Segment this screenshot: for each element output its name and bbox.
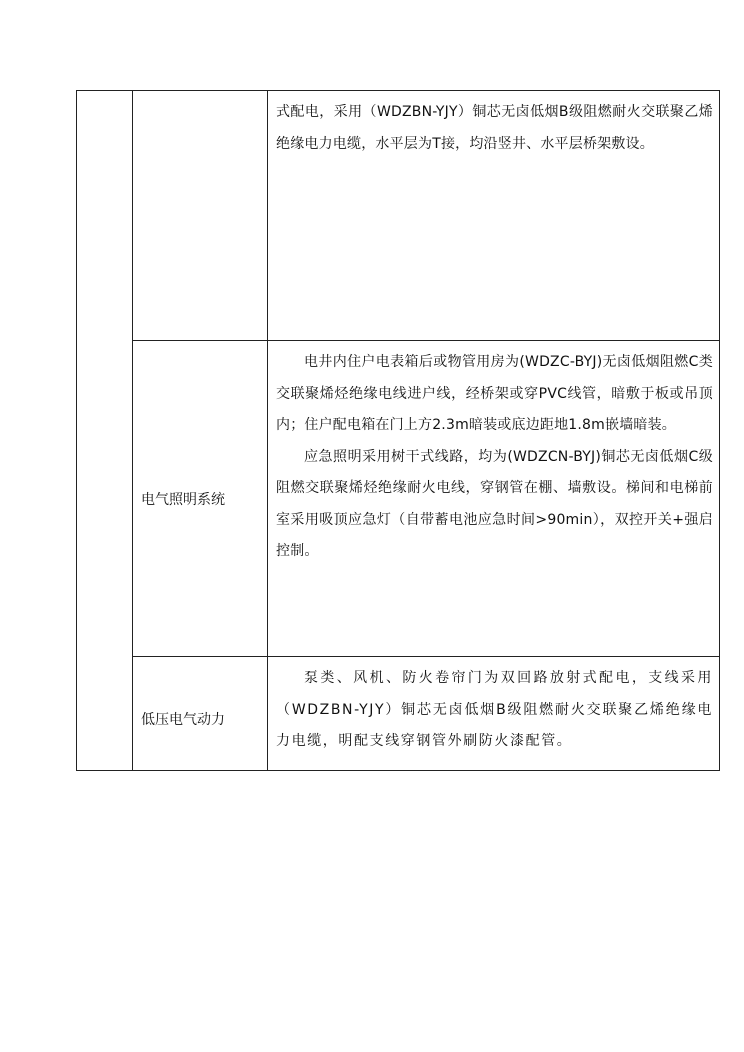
description-paragraph: 式配电，采用（WDZBN-YJY）铜芯无卤低烟B级阻燃耐火交联聚乙烯绝缘电力电缆，水平层为T接，均沿竖井、水平层桥架敷设。 (276, 104, 713, 152)
description-paragraph: 应急照明采用树干式线路，均为(WDZCN-BYJ)铜芯无卤低烟C级阻燃交联聚烯烃绝缘耐火电线，穿钢管在棚、墙敷设。梯间和电梯前室采用吸顶应急灯（自带蓄电池应急时间>90min），双控开关+强启控制。 (276, 448, 713, 559)
category-cell (133, 91, 268, 341)
merged-left-cell (77, 91, 133, 771)
description-paragraph: 泵类、风机、防火卷帘门为双回路放射式配电，支线采用（WDZBN-YJY）铜芯无卤低烟B级阻燃耐火交联聚乙烯绝缘电力电缆，明配支线穿钢管外刷防火漆配管。 (276, 670, 713, 749)
category-cell (133, 341, 268, 657)
specification-table (76, 90, 720, 771)
description-paragraph: 电井内住户电表箱后或物管用房为(WDZC-BYJ)无卤低烟阻燃C类交联聚烯烃绝缘电线进户线，经桥架或穿PVC线管，暗敷于板或吊顶内；住户配电箱在门上方2.3m暗装或底边距地1.8m嵌墙暗装。 (276, 354, 713, 433)
description-cell (268, 341, 720, 657)
description-cell (268, 91, 720, 341)
table-row (77, 91, 720, 341)
category-label: 低压电气动力 (141, 711, 225, 728)
table-row (77, 657, 720, 771)
category-label: 电气照明系统 (141, 491, 225, 508)
table-row (77, 341, 720, 657)
description-cell (268, 657, 720, 771)
category-cell (133, 657, 268, 771)
